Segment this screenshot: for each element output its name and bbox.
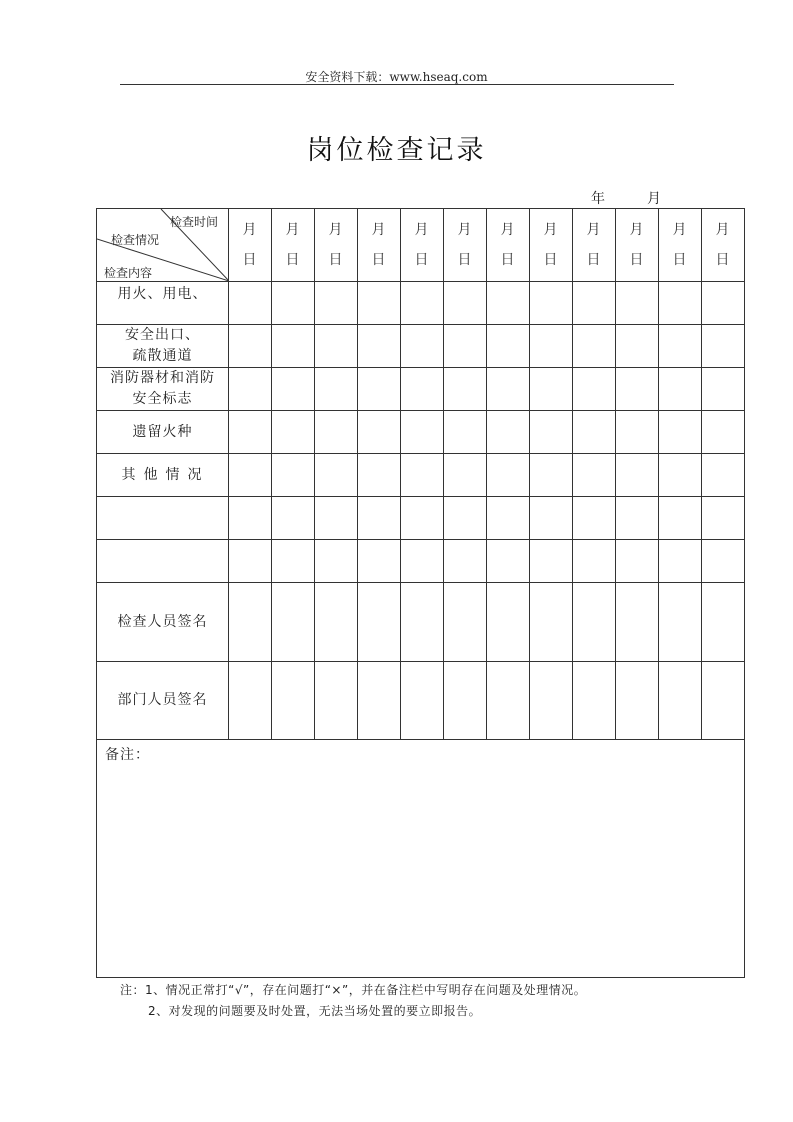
date-cell[interactable]: [702, 209, 745, 282]
date-day-label: 日: [715, 252, 731, 268]
check-cell[interactable]: [358, 325, 401, 368]
check-cell[interactable]: [358, 454, 401, 497]
row-blank: [97, 497, 745, 540]
check-cell[interactable]: [659, 540, 702, 583]
month-label: 月: [647, 191, 661, 207]
check-cell[interactable]: [487, 497, 530, 540]
check-cell[interactable]: [487, 454, 530, 497]
check-cell[interactable]: [229, 325, 272, 368]
check-cell[interactable]: [659, 325, 702, 368]
table-header-row: [97, 209, 745, 282]
check-cell[interactable]: [702, 454, 745, 497]
date-month-label: 月: [328, 222, 344, 238]
check-cell[interactable]: [315, 282, 358, 325]
row-residual-fire: [97, 411, 745, 454]
row-label-blank[interactable]: [97, 540, 229, 583]
fire-equipment-line2: 安全标志: [132, 391, 193, 407]
check-cell[interactable]: [702, 540, 745, 583]
signature-cell[interactable]: [315, 583, 358, 662]
signature-cell[interactable]: [444, 662, 487, 740]
signature-cell[interactable]: [530, 583, 573, 662]
signature-cell[interactable]: [659, 662, 702, 740]
safety-exit-line2: 疏散通道: [132, 348, 193, 364]
date-month-label: 月: [371, 222, 387, 238]
signature-cell[interactable]: [401, 662, 444, 740]
date-cell[interactable]: [659, 209, 702, 282]
check-cell[interactable]: [272, 282, 315, 325]
signature-cell[interactable]: [272, 662, 315, 740]
remarks-label: 备注：: [105, 747, 150, 763]
check-cell[interactable]: [487, 282, 530, 325]
check-cell[interactable]: [315, 368, 358, 411]
check-cell[interactable]: [401, 411, 444, 454]
row-department-signature: [97, 662, 745, 740]
date-day-label: 日: [543, 252, 559, 268]
signature-cell[interactable]: [573, 583, 616, 662]
row-label-department-signature: 部门人员签名: [97, 662, 229, 740]
check-cell[interactable]: [401, 454, 444, 497]
date-month-label: 月: [543, 222, 559, 238]
check-cell[interactable]: [702, 282, 745, 325]
check-cell[interactable]: [444, 497, 487, 540]
check-cell[interactable]: [444, 325, 487, 368]
check-cell[interactable]: [315, 325, 358, 368]
check-cell[interactable]: [702, 411, 745, 454]
signature-cell[interactable]: [358, 583, 401, 662]
check-cell[interactable]: [573, 411, 616, 454]
row-fire-electricity: [97, 282, 745, 325]
row-remarks: [97, 740, 745, 978]
date-month-label: 月: [500, 222, 516, 238]
header-check-status: 检查情况: [111, 233, 160, 247]
check-cell[interactable]: [401, 540, 444, 583]
check-cell[interactable]: [487, 325, 530, 368]
signature-cell[interactable]: [659, 583, 702, 662]
date-cell[interactable]: [401, 209, 444, 282]
diagonal-header-cell: [97, 209, 229, 282]
check-cell[interactable]: [229, 540, 272, 583]
check-cell[interactable]: [616, 282, 659, 325]
check-cell[interactable]: [358, 497, 401, 540]
check-cell[interactable]: [358, 540, 401, 583]
header-source: 安全资料下载：www.hseaq.com: [305, 70, 488, 84]
date-day-label: 日: [672, 252, 688, 268]
header-check-time: 检查时间: [169, 215, 218, 229]
check-cell[interactable]: [401, 368, 444, 411]
signature-cell[interactable]: [530, 662, 573, 740]
date-day-label: 日: [285, 252, 301, 268]
check-cell[interactable]: [573, 540, 616, 583]
check-cell[interactable]: [229, 368, 272, 411]
date-cell[interactable]: [229, 209, 272, 282]
check-cell[interactable]: [616, 411, 659, 454]
check-cell[interactable]: [659, 368, 702, 411]
date-month-label: 月: [242, 222, 258, 238]
date-day-label: 日: [500, 252, 516, 268]
check-cell[interactable]: [530, 497, 573, 540]
check-cell[interactable]: [401, 497, 444, 540]
date-day-label: 日: [586, 252, 602, 268]
check-cell[interactable]: [659, 497, 702, 540]
check-cell[interactable]: [229, 454, 272, 497]
check-cell[interactable]: [573, 325, 616, 368]
date-day-label: 日: [629, 252, 645, 268]
check-cell[interactable]: [530, 325, 573, 368]
signature-cell[interactable]: [616, 583, 659, 662]
date-day-label: 日: [328, 252, 344, 268]
row-label-safety-exit: [97, 325, 229, 368]
check-cell[interactable]: [659, 282, 702, 325]
row-blank: [97, 540, 745, 583]
row-fire-equipment: [97, 368, 745, 411]
signature-cell[interactable]: [573, 662, 616, 740]
check-cell[interactable]: [401, 325, 444, 368]
check-cell[interactable]: [487, 540, 530, 583]
check-cell[interactable]: [616, 368, 659, 411]
check-cell[interactable]: [616, 325, 659, 368]
check-cell[interactable]: [702, 368, 745, 411]
inspection-table: [96, 208, 745, 978]
check-cell[interactable]: [444, 540, 487, 583]
date-day-label: 日: [371, 252, 387, 268]
date-day-label: 日: [457, 252, 473, 268]
remarks-field[interactable]: [97, 740, 745, 978]
signature-cell[interactable]: [702, 662, 745, 740]
date-month-label: 月: [414, 222, 430, 238]
signature-cell[interactable]: [444, 583, 487, 662]
signature-cell[interactable]: [487, 662, 530, 740]
check-cell[interactable]: [315, 454, 358, 497]
check-cell[interactable]: [659, 411, 702, 454]
signature-cell[interactable]: [315, 662, 358, 740]
date-cell[interactable]: [315, 209, 358, 282]
check-cell[interactable]: [315, 411, 358, 454]
signature-cell[interactable]: [272, 583, 315, 662]
date-cell[interactable]: [487, 209, 530, 282]
date-month-label: 月: [629, 222, 645, 238]
date-month-label: 月: [457, 222, 473, 238]
date-cell[interactable]: [358, 209, 401, 282]
check-cell[interactable]: [659, 454, 702, 497]
check-cell[interactable]: [315, 497, 358, 540]
signature-cell[interactable]: [229, 662, 272, 740]
date-cell[interactable]: [444, 209, 487, 282]
check-cell[interactable]: [444, 368, 487, 411]
row-label-fire-electricity: 用火、用电、: [97, 282, 229, 325]
row-safety-exit: [97, 325, 745, 368]
fire-equipment-line1: 消防器材和消防: [110, 370, 215, 386]
date-cell[interactable]: [530, 209, 573, 282]
row-label-residual-fire: 遗留火种: [97, 411, 229, 454]
signature-cell[interactable]: [616, 662, 659, 740]
signature-cell[interactable]: [487, 583, 530, 662]
check-cell[interactable]: [487, 368, 530, 411]
date-cell[interactable]: [616, 209, 659, 282]
check-cell[interactable]: [530, 411, 573, 454]
check-cell[interactable]: [272, 325, 315, 368]
date-day-label: 日: [242, 252, 258, 268]
date-cell[interactable]: [573, 209, 616, 282]
check-cell[interactable]: [401, 282, 444, 325]
header-check-content: 检查内容: [104, 266, 153, 280]
date-day-label: 日: [414, 252, 430, 268]
check-cell[interactable]: [315, 540, 358, 583]
check-cell[interactable]: [530, 454, 573, 497]
check-cell[interactable]: [444, 411, 487, 454]
check-cell[interactable]: [616, 540, 659, 583]
check-cell[interactable]: [530, 368, 573, 411]
row-label-other: 其他情况: [97, 454, 229, 497]
check-cell[interactable]: [229, 497, 272, 540]
safety-exit-line1: 安全出口、: [125, 327, 200, 343]
date-month-label: 月: [586, 222, 602, 238]
note-2: 2、对发现的问题要及时处置，无法当场处置的要立即报告。: [148, 1004, 482, 1018]
check-cell[interactable]: [573, 368, 616, 411]
row-label-inspector-signature: 检查人员签名: [97, 583, 229, 662]
check-cell[interactable]: [530, 540, 573, 583]
row-other: [97, 454, 745, 497]
check-cell[interactable]: [229, 411, 272, 454]
check-cell[interactable]: [487, 411, 530, 454]
check-cell[interactable]: [272, 540, 315, 583]
check-cell[interactable]: [573, 454, 616, 497]
check-cell[interactable]: [616, 497, 659, 540]
page-title: 岗位检查记录: [306, 135, 487, 166]
check-cell[interactable]: [702, 325, 745, 368]
check-cell[interactable]: [229, 282, 272, 325]
check-cell[interactable]: [272, 368, 315, 411]
check-cell[interactable]: [358, 282, 401, 325]
check-cell[interactable]: [573, 497, 616, 540]
check-cell[interactable]: [358, 411, 401, 454]
check-cell[interactable]: [702, 497, 745, 540]
row-label-fire-equipment: [97, 368, 229, 411]
signature-cell[interactable]: [358, 662, 401, 740]
date-month-label: 月: [715, 222, 731, 238]
check-cell[interactable]: [444, 454, 487, 497]
header-rule: [120, 84, 674, 85]
year-label: 年: [591, 191, 605, 207]
signature-cell[interactable]: [401, 583, 444, 662]
check-cell[interactable]: [616, 454, 659, 497]
signature-cell[interactable]: [702, 583, 745, 662]
check-cell[interactable]: [358, 368, 401, 411]
signature-cell[interactable]: [229, 583, 272, 662]
check-cell[interactable]: [444, 282, 487, 325]
check-cell[interactable]: [530, 282, 573, 325]
row-inspector-signature: [97, 583, 745, 662]
date-cell[interactable]: [272, 209, 315, 282]
check-cell[interactable]: [272, 411, 315, 454]
date-month-label: 月: [672, 222, 688, 238]
check-cell[interactable]: [272, 497, 315, 540]
check-cell[interactable]: [573, 282, 616, 325]
note-1: 注：1、情况正常打“√”，存在问题打“×”，并在备注栏中写明存在问题及处理情况。: [120, 983, 587, 997]
check-cell[interactable]: [272, 454, 315, 497]
row-label-blank[interactable]: [97, 497, 229, 540]
date-month-label: 月: [285, 222, 301, 238]
